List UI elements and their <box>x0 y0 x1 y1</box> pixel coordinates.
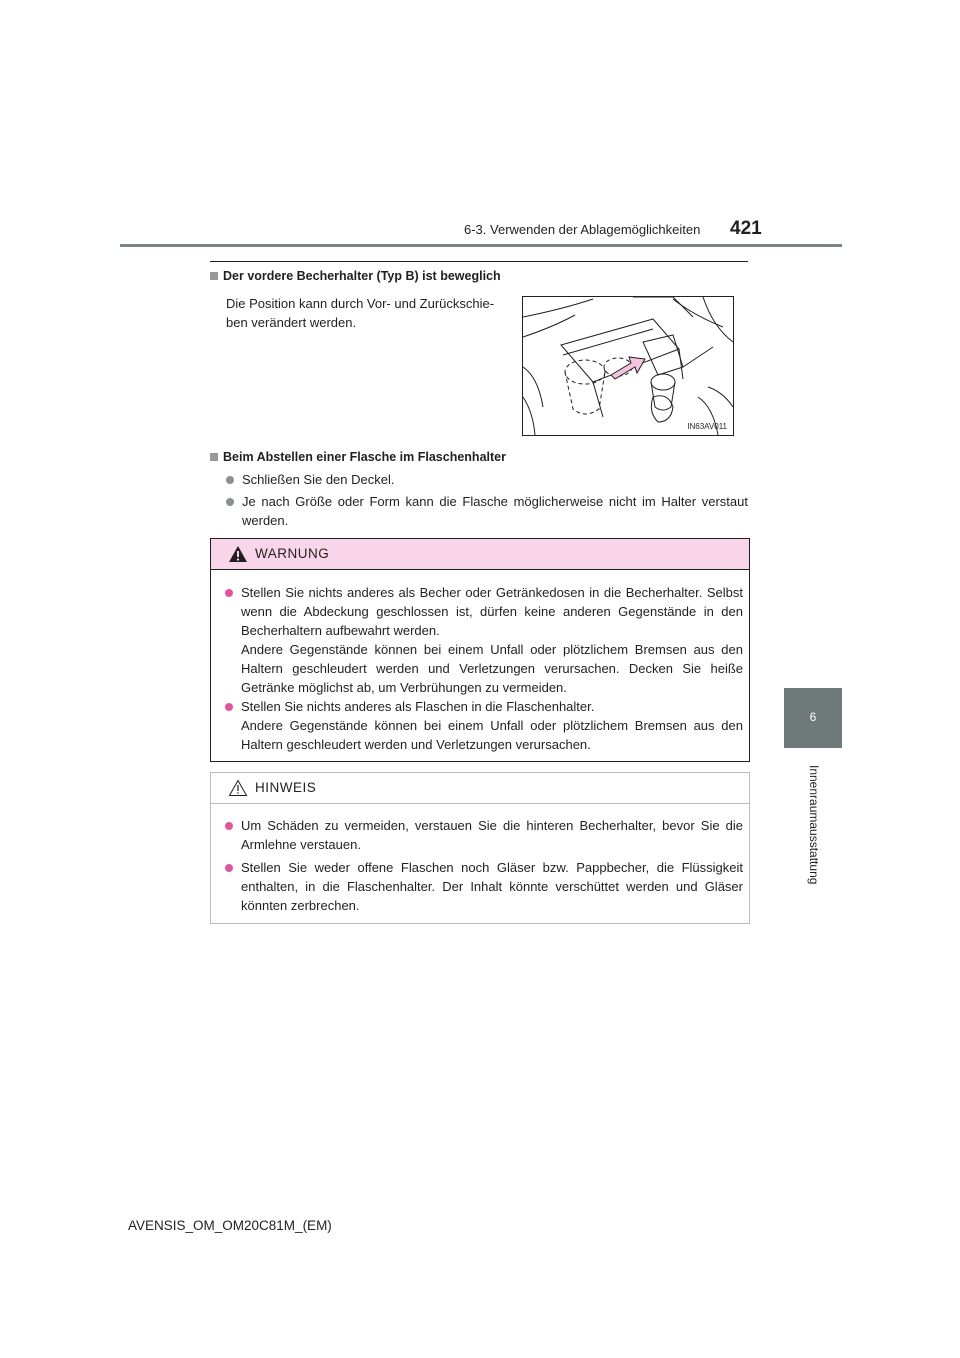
warning-item-text: Stellen Sie nichts anderes als Becher oder Getränkedosen in die Becherhalter. Selbst wenn die Abdeckung geschlossen ist, dürfen keine anderen Gegenstände in den Becherhaltern aufbewahrt werden. Andere Gegenstände können bei einem Unfall oder plötzlichem Bremsen aus den Haltern geschleudert werden und Verletzungen verursachen. Decken Sie heiße Getränke möglichst ab, um Verbrühungen zu vermeiden. <box>241 585 743 695</box>
bullet-icon <box>225 864 233 872</box>
notice-box <box>210 772 750 924</box>
chapter-tab-number: 6 <box>809 710 817 724</box>
square-bullet-icon <box>210 453 218 461</box>
bullet-icon <box>226 498 234 506</box>
document-code: AVENSIS_OM_OM20C81M_(EM) <box>128 1218 332 1233</box>
list-item-text: Je nach Größe oder Form kann die Flasche möglicherweise nicht im Halter verstaut werden. <box>242 494 748 528</box>
warning-item-text: Stellen Sie nichts anderes als Flaschen in die Flaschenhalter. Andere Gegenstände können bei einem Unfall oder plötzlichem Bremsen aus den Haltern geschleudert werden und Verletzungen verursachen. <box>241 699 743 752</box>
section-heading-cupholder <box>210 269 501 283</box>
section-heading-text: Beim Abstellen einer Flasche im Flaschenhalter <box>223 450 506 464</box>
section-heading-bottle <box>210 450 506 464</box>
figure-code: IN63AV011 <box>687 422 727 431</box>
page-number: 421 <box>730 218 762 239</box>
list-item-text: Schließen Sie den Deckel. <box>242 472 395 487</box>
notice-item-text: Um Schäden zu vermeiden, verstauen Sie die hinteren Becherhalter, bevor Sie die Armlehne verstauen. <box>241 818 743 852</box>
list-item <box>226 470 748 489</box>
notice-header <box>211 773 749 804</box>
caution-triangle-icon <box>228 779 248 797</box>
chapter-tab-label: Innenraumausstattung <box>807 765 821 885</box>
bullet-icon <box>226 476 234 484</box>
cupholder-illustration <box>522 296 734 436</box>
section-body-text: Die Position kann durch Vor- und Zurückschie-ben verändert werden. <box>226 296 495 330</box>
list-item <box>226 492 748 530</box>
warning-box <box>210 538 750 762</box>
header-section-title: 6-3. Verwenden der Ablagemöglichkeiten <box>464 222 701 237</box>
bullet-icon <box>225 589 233 597</box>
section-divider <box>210 261 748 262</box>
cupholder-drawing <box>523 297 733 435</box>
bullet-icon <box>225 703 233 711</box>
square-bullet-icon <box>210 272 218 280</box>
warning-header <box>211 539 749 570</box>
notice-title: HINWEIS <box>255 780 317 795</box>
warning-item <box>225 697 743 754</box>
warning-triangle-icon <box>228 545 248 563</box>
notice-item-text: Stellen Sie weder offene Flaschen noch Gläser bzw. Pappbecher, die Flüssigkeit enthalten, in die Flaschenhalter. Der Inhalt könnte verschüttet werden und Gläser könnten zerbrechen. <box>241 860 743 913</box>
bullet-icon <box>225 822 233 830</box>
warning-item <box>225 583 743 697</box>
warning-title: WARNUNG <box>255 546 330 561</box>
header-divider <box>120 244 842 247</box>
notice-item <box>225 858 743 915</box>
section-heading-text: Der vordere Becherhalter (Typ B) ist beweglich <box>223 269 501 283</box>
notice-item <box>225 816 743 854</box>
